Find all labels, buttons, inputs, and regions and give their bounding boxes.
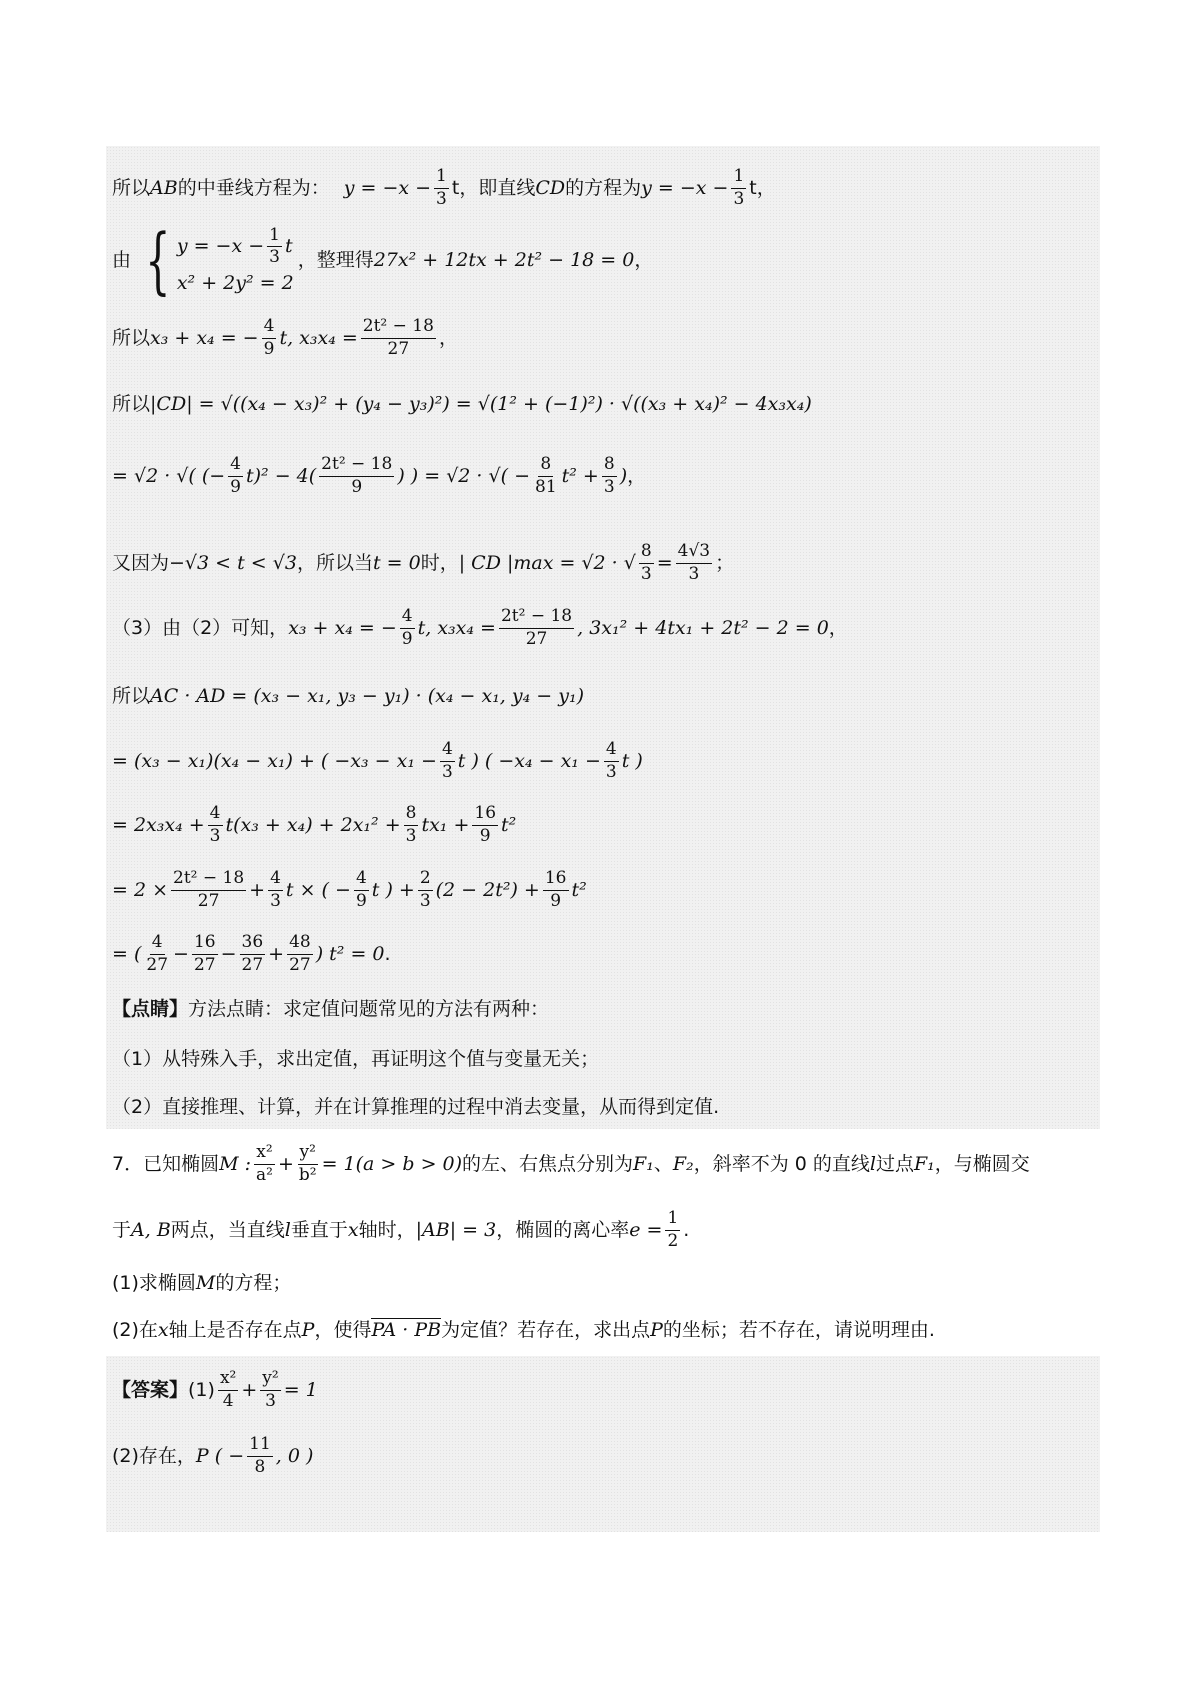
text: ， (627, 464, 647, 487)
math-var: F₂ (672, 1152, 694, 1175)
numerator: 4 (208, 804, 223, 826)
denominator: 3 (405, 825, 417, 846)
text: t， (749, 176, 776, 199)
numerator: 16 (192, 933, 218, 955)
numerator: 4 (440, 740, 455, 762)
numerator: 1 (665, 1209, 680, 1231)
denominator: 3 (209, 825, 221, 846)
denominator: 9 (550, 890, 562, 911)
denominator: 27 (197, 890, 220, 911)
fraction (267, 226, 282, 268)
text: (1) (188, 1378, 215, 1401)
text: ，斜率不为 0 的直线 (693, 1152, 870, 1175)
math-var: l (284, 1218, 291, 1241)
denominator: b² (298, 1164, 317, 1185)
text: ， (634, 248, 654, 271)
answer-line-2 (112, 1428, 1092, 1484)
math-expr: t)² − 4( (246, 464, 317, 487)
math-expr: |AB| = 3 (415, 1218, 497, 1241)
text: ， (828, 616, 848, 639)
fraction (472, 804, 498, 846)
math-expr: t² (571, 878, 587, 901)
text: . (683, 1218, 690, 1241)
text: 的坐标；若不存在，请说明理由. (662, 1318, 935, 1341)
denominator: 3 (605, 761, 617, 782)
denominator: 9 (479, 825, 491, 846)
text: 轴时， (358, 1218, 416, 1241)
math-expr: t² (501, 813, 517, 836)
denominator: 27 (193, 954, 216, 975)
section-label: 【答案】 (112, 1378, 189, 1401)
fraction (171, 869, 246, 911)
solution-line-15 (112, 1090, 1092, 1124)
text: 时， (420, 551, 459, 574)
fraction (240, 933, 266, 975)
math-expr: t = 0 (372, 551, 421, 574)
numerator: 4 (150, 933, 165, 955)
math-expr: t × ( − (285, 878, 351, 901)
fraction (602, 455, 617, 497)
denominator: 27 (525, 628, 548, 649)
math-expr: M : (219, 1152, 251, 1175)
denominator: 9 (351, 476, 363, 497)
numerator: 4 (354, 869, 369, 891)
solution-line-4 (112, 384, 1092, 424)
brace-icon: { (145, 218, 171, 302)
fraction (228, 455, 243, 497)
denominator: 27 (241, 954, 264, 975)
text: . (384, 942, 391, 965)
text: ，所以当 (296, 551, 373, 574)
text: t，即直线 (451, 176, 536, 199)
math-expr: t² + (561, 464, 599, 487)
fraction (499, 607, 574, 649)
fraction (208, 804, 223, 846)
text: 由 (112, 248, 132, 271)
text: 方法点睛：求定值问题常见的方法有两种： (188, 997, 550, 1020)
math-expr: t ) (621, 749, 643, 772)
math-expr: (2 − 2t²) + (435, 878, 540, 901)
denominator: a² (256, 1164, 273, 1185)
math-expr: , 3x₁² + 4tx₁ + 2t² − 2 = 0 (577, 616, 829, 639)
math-expr: ) ) = √2 · √( − (397, 464, 530, 487)
solution-line-13 (112, 992, 1092, 1026)
numerator: 2 (418, 869, 433, 891)
math-expr: = (x₃ − x₁)(x₄ − x₁) + ( −x₃ − x₁ − (112, 749, 437, 772)
math-expr: y = −x − (641, 176, 729, 199)
fraction (287, 933, 313, 975)
fraction (404, 804, 419, 846)
math-expr: |CD| = √((x₄ − x₃)² + (y₄ − y₃)²) = √(1² + (−1)²) · √((x₃ + x₄)² − 4x₃x₄) (150, 392, 812, 415)
text: ，椭圆的离心率 (496, 1218, 630, 1241)
fraction (731, 167, 746, 209)
math-expr: −√3 < t < √3 (169, 551, 297, 574)
denominator: 3 (270, 890, 281, 911)
math-expr: x₃ + x₄ = − (288, 616, 397, 639)
math-expr: tx₁ + (421, 813, 470, 836)
denominator: 3 (419, 890, 431, 911)
numerator: 4 (262, 317, 277, 339)
fraction (434, 167, 449, 209)
numerator: 2t² − 18 (319, 455, 394, 477)
problem-line-2 (112, 1202, 1092, 1258)
math-expr: − (173, 942, 189, 965)
text: 、 (653, 1152, 673, 1175)
fraction (354, 869, 369, 911)
text: (2)存在， (112, 1444, 196, 1467)
solution-line-7 (112, 600, 1092, 656)
math-var: P (301, 1318, 315, 1341)
text: 所以 (112, 684, 151, 707)
solution-line-9 (112, 733, 1092, 789)
section-label: 【点睛】 (112, 997, 189, 1020)
numerator: 36 (240, 933, 266, 955)
text: (1)求椭圆 (112, 1271, 196, 1294)
text: ，整理得 (297, 248, 374, 271)
solution-line-8 (112, 676, 1092, 716)
equation-system (135, 218, 294, 302)
text: 轴上是否存在点 (168, 1318, 302, 1341)
text: (2)在 (112, 1318, 158, 1341)
numerator: 48 (287, 933, 313, 955)
math-expr: ) (619, 464, 628, 487)
fraction (319, 455, 394, 497)
numerator: 2t² − 18 (171, 869, 246, 891)
text: 两点，当直线 (170, 1218, 285, 1241)
system-row-1: y = −x − (176, 235, 265, 258)
fraction (418, 869, 433, 911)
math-expr: + (268, 942, 285, 965)
text: （1）从特殊入手，求出定值，再证明这个值与变量无关； (112, 1047, 600, 1070)
numerator: 4√3 (676, 542, 712, 564)
fraction (144, 933, 170, 975)
solution-line-10 (112, 797, 1092, 853)
fraction (247, 1435, 273, 1477)
math-expr: e = (629, 1218, 663, 1241)
fraction (604, 740, 619, 782)
numerator: 11 (247, 1435, 273, 1457)
fraction (665, 1209, 680, 1251)
math-expr: y = −x − (343, 176, 432, 199)
math-var: t (284, 235, 293, 258)
math-expr: + (249, 878, 266, 901)
numerator: 2t² − 18 (499, 607, 574, 629)
denominator: 9 (401, 628, 413, 649)
math-expr: − (220, 942, 237, 965)
math-var: M (195, 1271, 216, 1294)
denominator: 3 (640, 563, 652, 584)
denominator: 9 (230, 476, 241, 497)
math-var: AB (150, 176, 178, 199)
vector-expr: PA · PB (371, 1319, 442, 1342)
denominator: 4 (222, 1390, 234, 1411)
text: 所以 (112, 392, 151, 415)
math-expr: = √2 · √( (− (112, 464, 226, 487)
solution-line-3 (112, 310, 1092, 366)
fraction (533, 455, 559, 497)
numerator: 16 (472, 804, 498, 826)
text: 的左、右焦点分别为 (462, 1152, 634, 1175)
fraction (543, 869, 569, 911)
text: 的中垂线方程为： (177, 176, 330, 199)
math-var: F₁ (633, 1152, 654, 1175)
answer-line-1 (112, 1362, 1092, 1418)
math-expr: AC · AD = (x₃ − x₁, y₃ − y₁) · (x₄ − x₁, y₄ − y₁) (150, 684, 585, 707)
text: 垂直于 (290, 1218, 348, 1241)
math-expr: , 0 ) (275, 1444, 314, 1467)
solution-line-5 (112, 446, 1092, 506)
math-expr: 27x² + 12tx + 2t² − 18 = 0 (373, 248, 635, 271)
math-expr: = 2x₃x₄ + (112, 813, 205, 836)
numerator: y² (260, 1369, 280, 1391)
math-var: F₁ (913, 1152, 935, 1175)
math-expr: = 1 (283, 1378, 318, 1401)
denominator: 27 (146, 954, 169, 975)
text: 为定值？若存在，求出点 (441, 1318, 651, 1341)
text: 的方程为 (565, 176, 642, 199)
math-expr: + (241, 1378, 258, 1401)
math-expr: t ) + (371, 878, 415, 901)
text: 于 (112, 1218, 132, 1241)
text: ； (715, 551, 735, 574)
system-row-2: x² + 2y² = 2 (176, 271, 294, 294)
denominator: 2 (667, 1230, 679, 1251)
numerator: 4 (268, 869, 283, 891)
numerator: x² (254, 1143, 274, 1165)
fraction (262, 317, 277, 359)
numerator: 2t² − 18 (361, 317, 436, 339)
fraction (297, 1143, 319, 1185)
denominator: 3 (603, 476, 615, 497)
fraction (639, 542, 654, 584)
math-expr: t, x₃x₄ = (417, 616, 496, 639)
text: ， (438, 326, 458, 349)
text: 的方程； (215, 1271, 292, 1294)
fraction (268, 869, 283, 911)
denominator: 3 (733, 188, 745, 209)
math-expr: | CD |max = √2 · √ (458, 551, 636, 574)
fraction (254, 1143, 275, 1185)
solution-line-12 (112, 926, 1092, 982)
math-var: x (347, 1218, 359, 1241)
text: （3）由（2）可知， (112, 616, 289, 639)
denominator: 3 (269, 247, 280, 268)
numerator: 1 (731, 167, 746, 189)
solution-line-1 (112, 160, 1092, 216)
math-expr: x₃ + x₄ = − (150, 326, 259, 349)
math-expr: = (656, 551, 673, 574)
denominator: 8 (254, 1456, 266, 1477)
math-var: A, B (131, 1218, 171, 1241)
math-expr: t(x₃ + x₄) + 2x₁² + (225, 813, 401, 836)
math-expr: = 1(a > b > 0) (321, 1152, 463, 1175)
text: 7．已知椭圆 (112, 1152, 220, 1175)
numerator: 16 (543, 869, 569, 891)
fraction (192, 933, 218, 975)
problem-part-1 (112, 1266, 1092, 1300)
math-expr: P ( − (195, 1444, 245, 1467)
denominator: 9 (263, 338, 275, 359)
text: （2）直接推理、计算，并在计算推理的过程中消去变量，从而得到定值. (112, 1095, 720, 1118)
math-expr: t ) ( −x₄ − x₁ − (457, 749, 601, 772)
text: 所以 (112, 326, 151, 349)
denominator: 81 (535, 476, 557, 497)
solution-line-6 (112, 535, 1092, 591)
numerator: 8 (639, 542, 654, 564)
math-expr: = ( (112, 942, 142, 965)
denominator: 3 (265, 1390, 276, 1411)
denominator: 3 (436, 188, 447, 209)
math-var: CD (535, 176, 566, 199)
fraction (218, 1369, 238, 1411)
numerator: 8 (538, 455, 553, 477)
math-expr: ) t² = 0 (315, 942, 385, 965)
denominator: 27 (289, 954, 311, 975)
denominator: 9 (355, 890, 367, 911)
solution-line-14 (112, 1042, 1092, 1076)
numerator: y² (298, 1143, 318, 1165)
numerator: 1 (267, 226, 282, 248)
math-expr: = 2 × (112, 878, 169, 901)
text: ，与椭圆交 (934, 1152, 1030, 1175)
denominator: 27 (387, 338, 410, 359)
problem-part-2 (112, 1312, 1092, 1348)
problem-line-1 (112, 1136, 1092, 1192)
fraction (676, 542, 712, 584)
text: 过点 (875, 1152, 914, 1175)
math-var: P (650, 1318, 663, 1341)
text: 所以 (112, 176, 151, 199)
numerator: x² (218, 1369, 238, 1391)
numerator: 8 (404, 804, 419, 826)
numerator: 4 (400, 607, 415, 629)
numerator: 1 (434, 167, 449, 189)
text: ，使得 (314, 1318, 372, 1341)
math-var: x (157, 1318, 169, 1341)
numerator: 4 (228, 455, 243, 477)
fraction (400, 607, 415, 649)
fraction (361, 317, 436, 359)
math-var: l (869, 1152, 876, 1175)
numerator: 8 (602, 455, 617, 477)
denominator: 3 (688, 563, 700, 584)
text: 又因为 (112, 551, 170, 574)
fraction (260, 1369, 280, 1411)
solution-line-2 (112, 220, 1092, 300)
denominator: 3 (441, 761, 453, 782)
numerator: 4 (604, 740, 619, 762)
solution-line-11 (112, 862, 1092, 918)
math-expr: + (277, 1152, 294, 1175)
fraction (440, 740, 455, 782)
math-expr: t, x₃x₄ = (279, 326, 358, 349)
